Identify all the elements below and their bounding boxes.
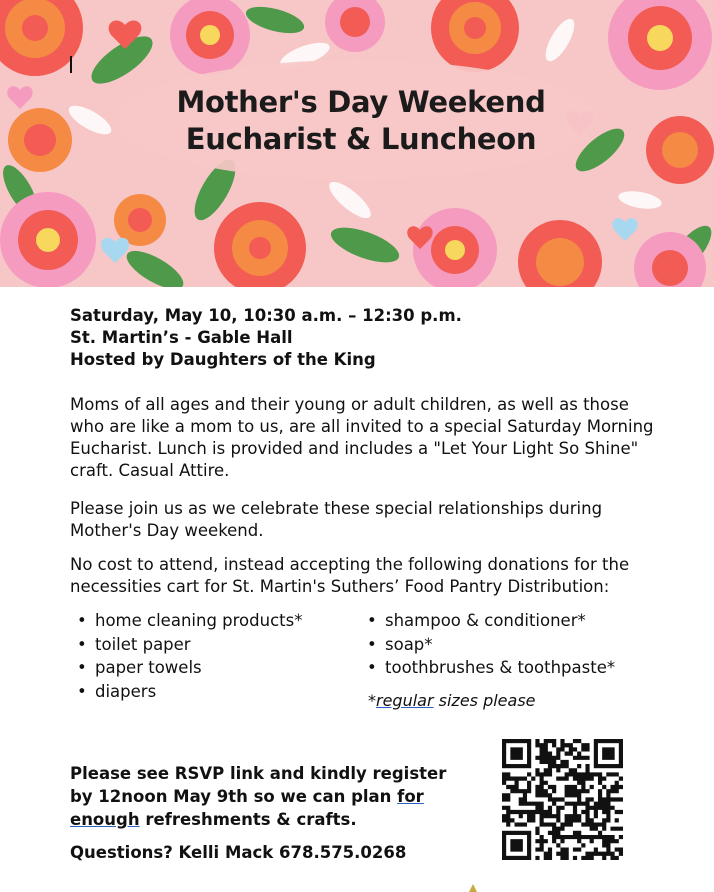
- rsvp-underlined: for enough: [70, 787, 424, 829]
- qr-code-icon[interactable]: [502, 739, 623, 860]
- donation-list-left: [70, 609, 302, 703]
- event-date-time: Saturday, May 10, 10:30 a.m. – 12:30 p.m.: [70, 306, 462, 325]
- event-host: Hosted by Daughters of the King: [70, 350, 376, 369]
- leaf-icon: [467, 880, 497, 892]
- donations-paragraph: No cost to attend, instead accepting the following donations for the necessities cart for St. Martin's Suthers’ Food Pantry Distribution:: [70, 555, 630, 596]
- text-cursor: [70, 56, 72, 73]
- list-item: • diapers: [70, 680, 302, 704]
- list-item: • toilet paper: [70, 633, 302, 657]
- event-location: St. Martin’s - Gable Hall: [70, 328, 293, 347]
- list-item: • toothbrushes & toothpaste*: [360, 656, 615, 680]
- list-item: • paper towels: [70, 656, 302, 680]
- sizes-note: [368, 691, 536, 710]
- banner-title-line1: Mother's Day Weekend: [176, 85, 546, 119]
- list-item: • home cleaning products*: [70, 609, 302, 633]
- qr-finder-pattern: [502, 739, 531, 768]
- invitation-paragraph: Moms of all ages and their young or adult children, as well as those who are like a mom to us, are all invited to a special Saturday Morning Eucharist. Lunch is provided and includes a "Let Your Light So Shine" craft. Casual Attire.: [70, 395, 654, 480]
- celebrate-paragraph: Please join us as we celebrate these special relationships during Mother's Day weekend.: [70, 499, 603, 540]
- qr-finder-pattern: [502, 831, 531, 860]
- qr-finder-pattern: [594, 739, 623, 768]
- donation-list-right: [360, 609, 615, 680]
- rsvp-part1: Please see RSVP link and kindly register by 12noon May 9th so we can plan: [70, 764, 447, 806]
- qr-code-graphic: [502, 739, 623, 860]
- banner-title-line2: Eucharist & Luncheon: [185, 122, 537, 156]
- list-item: • soap*: [360, 633, 615, 657]
- contact-line: Questions? Kelli Mack 678.575.0268: [70, 843, 407, 862]
- list-item: • shampoo & conditioner*: [360, 609, 615, 633]
- rsvp-instructions: [70, 762, 470, 831]
- note-suffix: sizes please: [433, 691, 536, 710]
- floral-banner: [0, 0, 714, 287]
- note-prefix: *: [368, 691, 376, 710]
- rsvp-part2: refreshments & crafts.: [139, 810, 357, 829]
- note-underlined-word: regular: [376, 691, 434, 710]
- flyer-body: [70, 305, 660, 862]
